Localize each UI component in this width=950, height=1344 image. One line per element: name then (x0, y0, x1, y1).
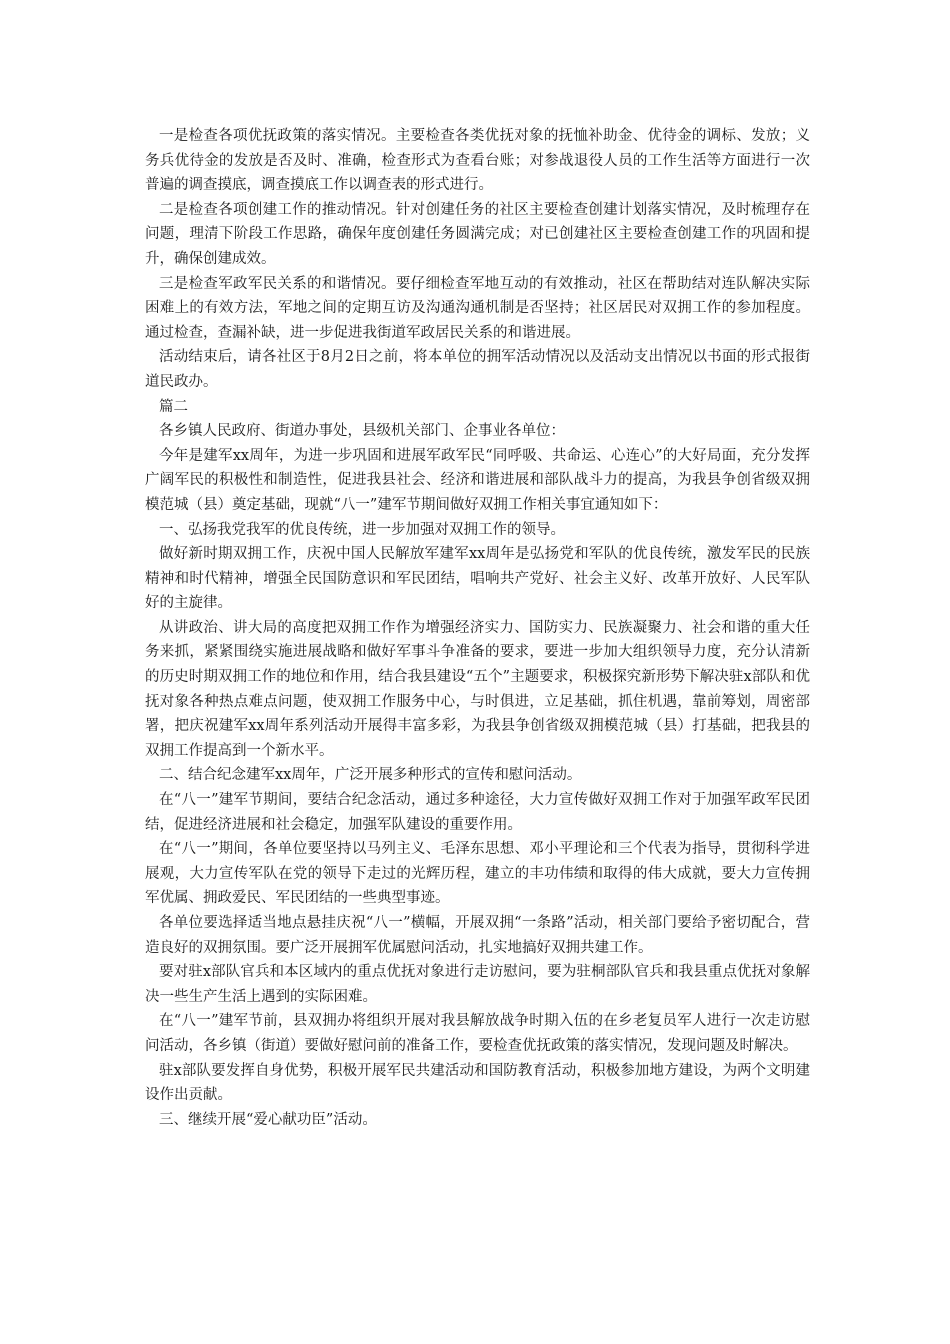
paragraph: 做好新时期双拥工作，庆祝中国人民解放军建军xx周年是弘扬党和军队的优良传统，激发军民的民族精神和时代精神，增强全民国防意识和军民团结，唱响共产党好、社会主义好、改革开放好、人民军队好的主旋律。 (145, 546, 810, 612)
paragraph: 在“八一”建军节期间，要结合纪念活动，通过多种途径，大力宣传做好双拥工作对于加强军政军民团结，促进经济进展和社会稳定，加强军队建设的重要作用。 (145, 792, 810, 833)
paragraph: 在“八一”期间，各单位要坚持以马列主义、毛泽东思想、邓小平理论和三个代表为指导，贯彻科学进展观，大力宣传军队在党的领导下走过的光辉历程，建立的丰功伟绩和取得的伟大成就，要大力宣传拥军优属、拥政爱民、军民团结的一些典型事迹。 (145, 841, 810, 907)
paragraph: 二是检查各项创建工作的推动情况。针对创建任务的社区主要检查创建计划落实情况，及时梳理存在问题，理清下阶段工作思路，确保年度创建任务圆满完成；对已创建社区主要检查创建工作的巩固和提升，确保创建成效。 (145, 201, 810, 267)
paragraph: 今年是建军xx周年，为进一步巩固和进展军政军民“同呼吸、共命运、心连心”的大好局面，充分发挥广阔军民的积极性和制造性，促进我县社会、经济和谐进展和部队战斗力的提高，为我县争创省级双拥模范城（县）奠定基础，现就“八一”建军节期间做好双拥工作相关事宜通知如下： (145, 447, 810, 513)
paragraph: 各单位要选择适当地点悬挂庆祝“八一”横幅，开展双拥“一条路”活动，相关部门要给予密切配合，营造良好的双拥氛围。要广泛开展拥军优属慰问活动，扎实地搞好双拥共建工作。 (145, 915, 810, 956)
paragraph: 要对驻x部队官兵和本区域内的重点优抚对象进行走访慰问，要为驻桐部队官兵和我县重点优抚对象解决一些生产生活上遇到的实际困难。 (145, 964, 810, 1005)
section-heading: 篇二 (159, 398, 188, 415)
salutation: 各乡镇人民政府、街道办事处，县级机关部门、企事业各单位： (159, 423, 565, 440)
subheading: 二、结合纪念建军xx周年，广泛开展多种形式的宣传和慰问活动。 (159, 767, 582, 784)
paragraph: 一是检查各项优抚政策的落实情况。主要检查各类优抚对象的抚恤补助金、优待金的调标、发放；义务兵优待金的发放是否及时、准确，检查形式为查看台账；对参战退役人员的工作生活等方面进行一次普遍的调查摸底，调查摸底工作以调查表的形式进行。 (145, 128, 810, 194)
paragraph: 从讲政治、讲大局的高度把双拥工作作为增强经济实力、国防实力、民族凝聚力、社会和谐的重大任务来抓，紧紧围绕实施进展战略和做好军事斗争准备的要求，要进一步加大组织领导力度，充分认清新的历史时期双拥工作的地位和作用，结合我县建设“五个”主题要求，积极探究新形势下解决驻x部队和优抚对象各种热点难点问题，使双拥工作服务中心，与时俱进，立足基础，抓住机遇，靠前筹划，周密部署，把庆祝建军xx周年系列活动开展得丰富多彩，为我县争创省级双拥模范城（县）打基础，把我县的双拥工作提高到一个新水平。 (145, 619, 810, 759)
paragraph: 活动结束后，请各社区于8月2日之前，将本单位的拥军活动情况以及活动支出情况以书面的形式报街道民政办。 (145, 349, 810, 390)
document-body (145, 124, 810, 1132)
subheading: 一、弘扬我党我军的优良传统，进一步加强对双拥工作的领导。 (159, 521, 565, 538)
paragraph: 驻x部队要发挥自身优势，积极开展军民共建活动和国防教育活动，积极参加地方建设，为两个文明建设作出贡献。 (145, 1062, 810, 1104)
paragraph: 在“八一”建军节前，县双拥办将组织开展对我县解放战争时期入伍的在乡老复员军人进行一次走访慰问活动，各乡镇（街道）要做好慰问前的准备工作，要检查优抚政策的落实情况，发现问题及时解决。 (145, 1013, 810, 1054)
subheading: 三、继续开展“爱心献功臣”活动。 (159, 1111, 377, 1128)
paragraph: 三是检查军政军民关系的和谐情况。要仔细检查军地互动的有效推动，社区在帮助结对连队解决实际困难上的有效方法，军地之间的定期互访及沟通沟通机制是否坚持；社区居民对双拥工作的参加程度。通过检查，查漏补缺，进一步促进我街道军政居民关系的和谐进展。 (145, 275, 810, 341)
